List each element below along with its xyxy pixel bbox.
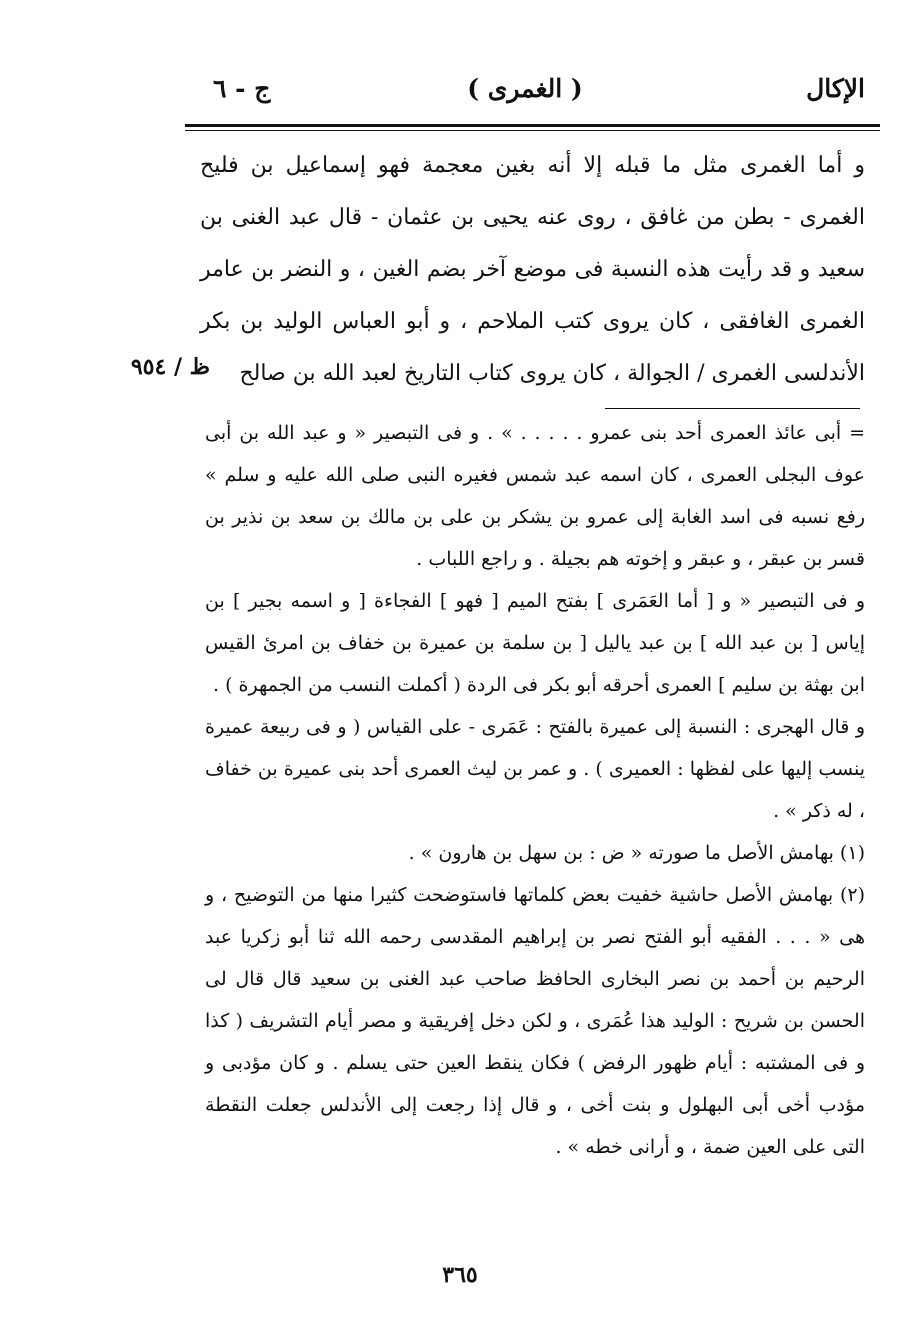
footnote-separator [605, 408, 860, 409]
footnote-hajari: و قال الهجرى : النسبة إلى عميرة بالفتح : عَمَرى - على القياس ( و فى ربيعة عميرة ينسب إليها على لفظها : العميرى ) . و عمر بن ليث العمرى أحد بنى عميرة بن خفاف ، له ذكر » . [205, 716, 865, 822]
header-rule-thick [185, 124, 880, 127]
footnote-tabsir: و فى التبصير « و [ أما العَمَرى ] بفتح الميم [ فهو ] الفجاءة [ و اسمه بجير ] بن إياس [ بن عبد الله ] بن عبد ياليل [ بن سلمة بن عميرة بن خفاف بن امرئ القيس ابن بهثة بن سليم ] العمرى أحرقه أبو بكر فى الردة ( أكملت النسب من الجمهرة ) . [205, 590, 865, 696]
page-number: ٣٦٥ [442, 1262, 478, 1288]
book-title: الإكال [806, 74, 865, 103]
footnote-1: (١) بهامش الأصل ما صورته « ض : بن سهل بن هارون » . [408, 842, 865, 864]
main-text [200, 140, 865, 400]
header-rule-thin [185, 130, 880, 131]
main-paragraph: و أما الغمرى مثل ما قبله إلا أنه بغين معجمة فهو إسماعيل بن فليح الغمرى - بطن من غافق ، روى عنه يحيى بن عثمان - قال عبد الغنى بن سعيد و قد رأيت هذه النسبة فى موضع آخر بضم الغين ، و النضر بن عامر الغمرى الغافقى ، كان يروى كتب الملاحم ، و أبو العباس الوليد بن بكر الأندلسى الغمرى / الجوالة ، كان يروى كتاب التاريخ لعبد الله بن صالح [200, 153, 865, 386]
manuscript-folio-ref: ظ / ٩٥٤ [130, 354, 210, 380]
footnote-continuation: = أبى عائذ العمرى أحد بنى عمرو . . . . . » . و فى التبصير « و عبد الله بن أبى عوف البجلى العمرى ، كان اسمه عبد شمس فغيره النبى صلى الله عليه و سلم » رفع نسبه فى اسد الغابة إلى عمرو بن يشكر بن على بن مالك بن سعد بن نذير بن قسر بن عبقر ، و عبقر و إخوته هم بجيلة . و راجع اللباب . [205, 422, 865, 570]
section-title: ( الغمرى ) [467, 74, 583, 103]
volume-label: ج - ٦ [213, 74, 271, 103]
footnote-2: (٢) بهامش الأصل حاشية خفيت بعض كلماتها فاستوضحت كثيرا منها من التوضيح ، و هى « . . . الفقيه أبو الفتح نصر بن إبراهيم المقدسى رحمه الله ثنا أبو زكريا عبد الرحيم بن أحمد بن نصر البخارى الحافظ صاحب عبد الغنى بن سعيد قال قال لى الحسن بن شريح : الوليد هذا عُمَرى ، و لكن دخل إفريقية و مصر أيام التشريف ( كذا و فى المشتبه : أيام ظهور الرفض ) فكان ينقط العين حتى يسلم . و كان مؤدبى و مؤدب أخى أبى البهلول و بنت أخى ، و قال إذا رجعت إلى الأندلس جعلت النقطة التى على العين ضمة ، و أرانى خطه » . [205, 884, 865, 1158]
page-header [185, 68, 865, 110]
footnotes [205, 412, 865, 1168]
